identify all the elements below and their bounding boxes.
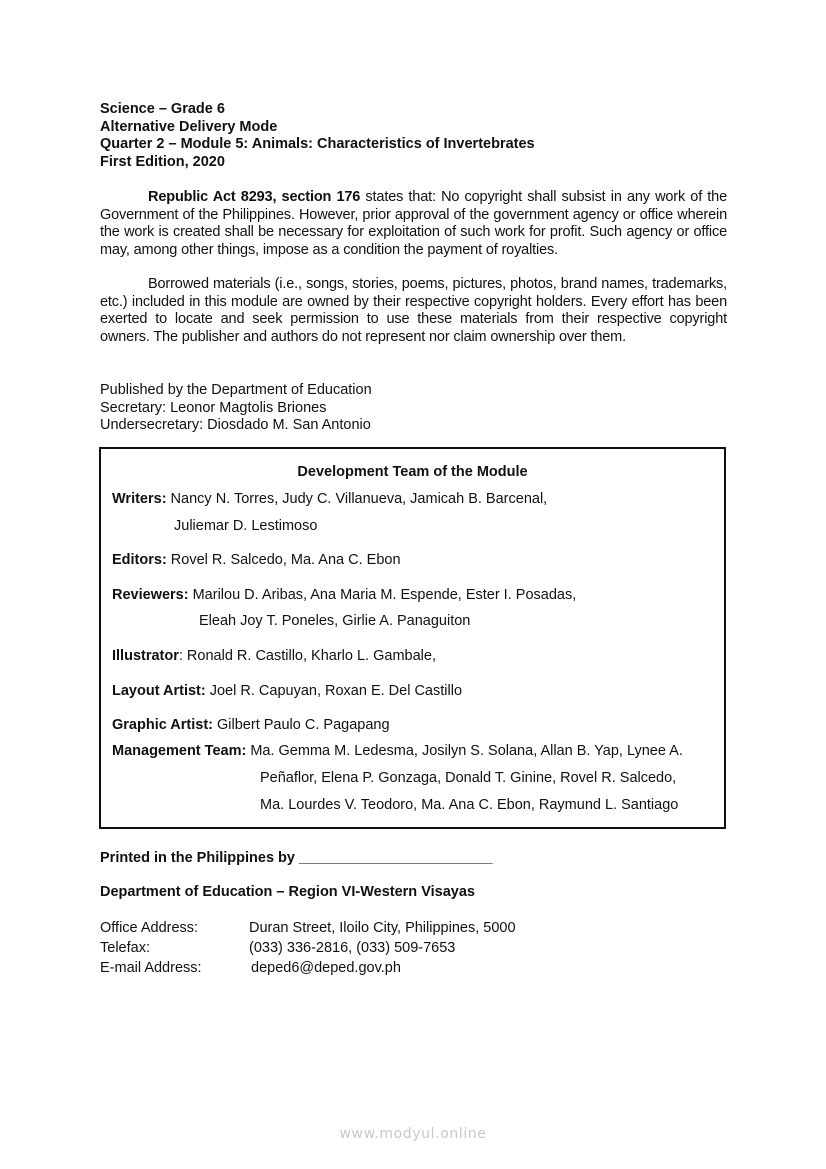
printed-by: Printed in the Philippines by ________________________ [100,850,493,866]
delivery-mode: Alternative Delivery Mode [100,119,278,135]
writers-names-cont: Juliemar D. Lestimoso [174,518,318,534]
writers-names: Nancy N. Torres, Judy C. Villanueva, Jamicah B. Barcenal, [166,491,548,507]
illustrator-label: Illustrator [112,648,179,664]
reviewers-row [112,587,576,603]
development-team-title: Development Team of the Module [297,464,528,480]
telefax-value: (033) 336-2816, (033) 509-7653 [249,940,456,956]
graphic-artist-names: Gilbert Paulo C. Pagapang [212,717,390,733]
illustrator-names: Ronald R. Castillo, Kharlo L. Gambale, [182,648,436,664]
telefax-label: Telefax: [100,940,150,956]
editors-row [112,552,401,568]
reviewers-names: Marilou D. Aribas, Ana Maria M. Espende, Ester I. Posadas, [188,587,577,603]
borrowed-materials-paragraph: Borrowed materials (i.e., songs, stories, poems, pictures, photos, brand names, trademarks, etc.) included in this module are owned by their respective copyright holders. Every effort has been exerted to locate and seek permission to use these materials from their respective copyright owners. The publisher and authors do not represent nor claim ownership over them. [100,276,727,345]
editors-names: Rovel R. Salcedo, Ma. Ana C. Ebon [166,552,401,568]
region-office: Department of Education – Region VI-Western Visayas [100,884,475,900]
management-team-names: Ma. Gemma M. Ledesma, Josilyn S. Solana, Allan B. Yap, Lynee A. [246,743,683,759]
edition: First Edition, 2020 [100,154,225,170]
layout-artist-label: Layout Artist: [112,683,206,699]
office-address-label: Office Address: [100,920,199,936]
reviewers-names-cont: Eleah Joy T. Poneles, Girlie A. Panaguiton [199,613,471,629]
watermark: www.modyul.online [339,1126,487,1142]
graphic-artist-row [112,717,390,733]
layout-artist-names: Joel R. Capuyan, Roxan E. Del Castillo [205,683,463,699]
graphic-artist-label: Graphic Artist: [112,717,213,733]
reviewers-label: Reviewers: [112,587,189,603]
editors-label: Editors: [112,552,167,568]
writers-row [112,491,547,507]
subject-grade: Science – Grade 6 [100,101,225,117]
management-team-label: Management Team: [112,743,247,759]
writers-label: Writers: [112,491,167,507]
secretary: Secretary: Leonor Magtolis Briones [100,400,327,416]
email-label: E-mail Address: [100,960,202,976]
module-title: Quarter 2 – Module 5: Animals: Characteristics of Invertebrates [100,136,535,152]
layout-artist-row [112,683,462,699]
office-address-value: Duran Street, Iloilo City, Philippines, 5000 [249,920,516,936]
undersecretary: Undersecretary: Diosdado M. San Antonio [100,417,371,433]
management-team-names-cont-2: Ma. Lourdes V. Teodoro, Ma. Ana C. Ebon, Raymund L. Santiago [260,797,679,813]
development-team-box [99,447,726,829]
copyright-text: states that: No copyright shall subsist in any work of the Government of the Philippines. However, prior approval of the government agency or office wherein the work is created shall be necessary for exploitation of such work for profit. Such agency or office may, among other things, impose as a condition the payment of royalties. [100,189,727,258]
management-team-names-cont-1: Peñaflor, Elena P. Gonzaga, Donald T. Ginine, Rovel R. Salcedo, [260,770,677,786]
email-value: deped6@deped.gov.ph [251,960,401,976]
copyright-paragraph [100,189,727,259]
management-team-row [112,743,683,759]
copyright-law-reference: Republic Act 8293, section 176 [148,189,361,205]
publisher: Published by the Department of Education [100,382,372,398]
illustrator-row [112,648,436,664]
illustrator-colon: : [178,648,183,664]
